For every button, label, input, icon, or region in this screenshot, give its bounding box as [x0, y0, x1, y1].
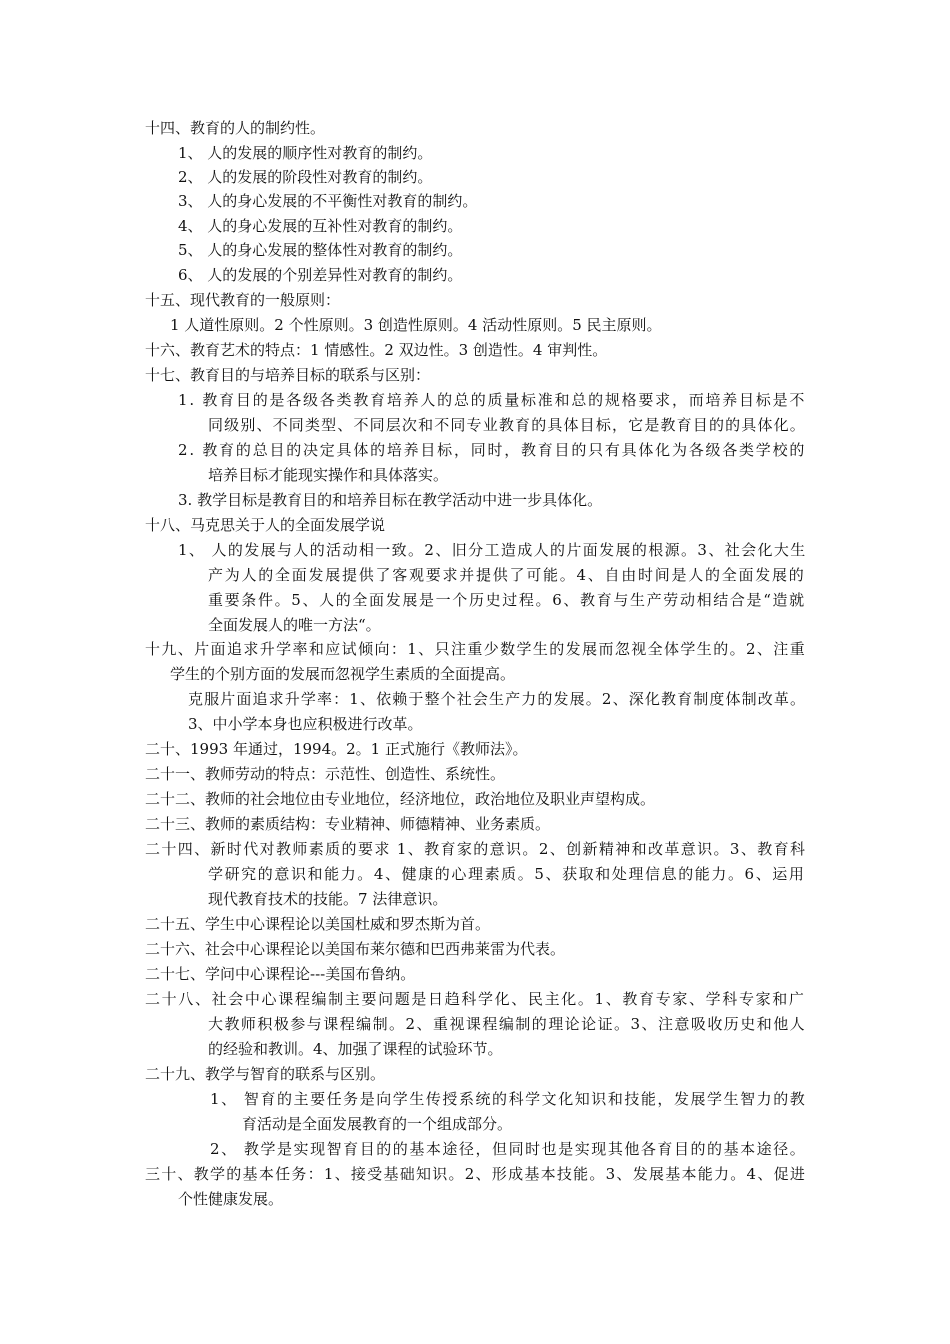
list-item-continuation: 培养目标才能现实操作和具体落实。 — [208, 466, 449, 484]
heading-22: 二十二、教师的社会地位由专业地位，经济地位，政治地位及职业声望构成。 — [145, 790, 656, 808]
heading-23: 二十三、教师的素质结构：专业精神、师德精神、业务素质。 — [145, 815, 551, 833]
paragraph-line: 3、中小学本身也应积极进行改革。 — [188, 715, 423, 733]
list-item: 2、 教学是实现智育目的的基本途径，但同时也是实现其他各育目的的基本途径。 — [210, 1140, 807, 1158]
list-item-continuation: 重要条件。5、人的全面发展是一个历史过程。6、教育与生产劳动相结合是“造就 — [208, 591, 806, 609]
list-item-continuation: 全面发展人的唯一方法“。 — [208, 616, 381, 634]
heading-19: 十九、片面追求升学率和应试倾向：1、只注重少数学生的发展而忽视全体学生的。2、注重 — [145, 640, 807, 658]
list-item: 2、 人的发展的阶段性对教育的制约。 — [178, 168, 433, 186]
paragraph-line: 学研究的意识和能力。4、健康的心理素质。5、获取和处理信息的能力。6、运用 — [208, 865, 806, 883]
heading-20: 二十、1993 年通过，1994。2。1 正式施行《教师法》。 — [145, 740, 528, 758]
list-item-continuation: 同级别、不同类型、不同层次和不同专业教育的具体目标，它是教育目的的具体化。 — [208, 416, 806, 434]
heading-28: 二十八、社会中心课程编制主要问题是日趋科学化、民主化。1、教育专家、学科专家和广 — [145, 990, 806, 1008]
heading-18: 十八、马克思关于人的全面发展学说 — [145, 516, 386, 534]
list-item: 2. 教育的总目的决定具体的培养目标，同时，教育目的只有具体化为各级各类学校的 — [178, 441, 807, 459]
list-item: 6、 人的发展的个别差异性对教育的制约。 — [178, 266, 463, 284]
heading-17: 十七、教育目的与培养目标的联系与区别： — [145, 366, 431, 384]
paragraph-line: 的经验和教训。4、加强了课程的试验环节。 — [208, 1040, 503, 1058]
paragraph-line: 克服片面追求升学率：1、依赖于整个社会生产力的发展。2、深化教育制度体制改革。 — [188, 690, 807, 708]
list-item: 1. 教育目的是各级各类教育培养人的总的质量标准和总的规格要求，而培养目标是不 — [178, 391, 807, 409]
heading-16: 十六、教育艺术的特点：1 情感性。2 双边性。3 创造性。4 审判性。 — [145, 341, 608, 359]
list-item: 3. 教学目标是教育目的和培养目标在教学活动中进一步具体化。 — [178, 491, 603, 509]
list-item: 1、 智育的主要任务是向学生传授系统的科学文化知识和技能，发展学生智力的教 — [210, 1090, 807, 1108]
heading-29: 二十九、教学与智育的联系与区别。 — [145, 1065, 386, 1083]
paragraph-line: 学生的个别方面的发展而忽视学生素质的全面提高。 — [170, 665, 516, 683]
heading-26: 二十六、社会中心课程论以美国布莱尔德和巴西弗莱雷为代表。 — [145, 940, 566, 958]
paragraph-line: 1 人道性原则。2 个性原则。3 创造性原则。4 活动性原则。5 民主原则。 — [170, 316, 662, 334]
list-item: 3、 人的身心发展的不平衡性对教育的制约。 — [178, 192, 478, 210]
list-item-continuation: 育活动是全面发展教育的一个组成部分。 — [242, 1115, 513, 1133]
list-item: 1、 人的发展的顺序性对教育的制约。 — [178, 144, 433, 162]
heading-24: 二十四、新时代对教师素质的要求 1、教育家的意识。2、创新精神和改革意识。3、教育科 — [145, 840, 807, 858]
list-item: 1、 人的发展与人的活动相一致。2、旧分工造成人的片面发展的根源。3、社会化大生 — [178, 541, 807, 559]
list-item: 5、 人的身心发展的整体性对教育的制约。 — [178, 241, 463, 259]
paragraph-line: 大教师积极参与课程编制。2、重视课程编制的理论论证。3、注意吸收历史和他人 — [208, 1015, 807, 1033]
paragraph-line: 个性健康发展。 — [178, 1190, 284, 1208]
heading-14: 十四、教育的人的制约性。 — [145, 119, 326, 137]
paragraph-line: 现代教育技术的技能。7 法律意识。 — [208, 890, 448, 908]
list-item-continuation: 产为人的全面发展提供了客观要求并提供了可能。4、自由时间是人的全面发展的 — [208, 566, 806, 584]
heading-15: 十五、现代教育的一般原则： — [145, 291, 341, 309]
heading-25: 二十五、学生中心课程论以美国杜威和罗杰斯为首。 — [145, 915, 491, 933]
heading-21: 二十一、教师劳动的特点：示范性、创造性、系统性。 — [145, 765, 506, 783]
heading-30: 三十、教学的基本任务：1、接受基础知识。2、形成基本技能。3、发展基本能力。4、促进 — [145, 1165, 807, 1183]
heading-27: 二十七、学问中心课程论---美国布鲁纳。 — [145, 965, 416, 983]
list-item: 4、 人的身心发展的互补性对教育的制约。 — [178, 217, 463, 235]
